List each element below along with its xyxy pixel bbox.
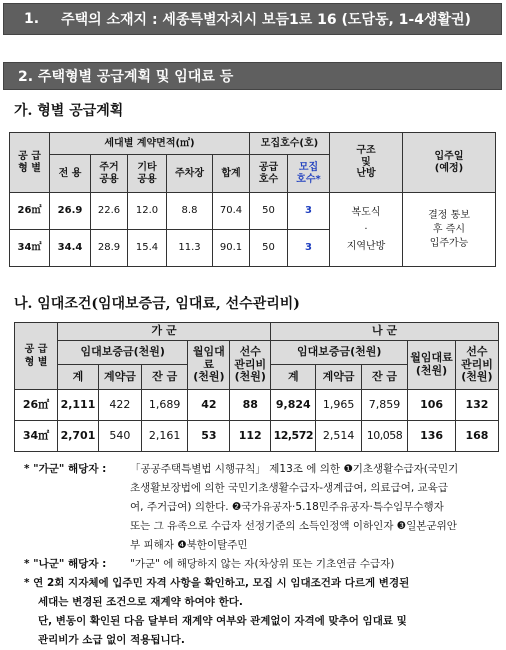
header-group-a: 가 군 (58, 323, 271, 341)
header-sum: 합계 (213, 155, 250, 193)
row-parking: 11.3 (167, 230, 213, 267)
row-recruit-units: 3 (288, 193, 330, 230)
rent-conditions-table (14, 322, 499, 452)
table-row (10, 193, 496, 230)
header-deposit-b: 임대보증금(천원) (271, 341, 408, 365)
rent-conditions-heading: 나. 임대조건(임대보증금, 임대료, 선수관리비) (14, 296, 300, 312)
row-a-balance: 2,161 (141, 421, 187, 452)
section2-title: 2. 주택형별 공급계획 및 임대료 등 (18, 69, 234, 85)
row-type: 34㎡ (10, 230, 50, 267)
row-residential: 28.9 (91, 230, 128, 267)
header-supply-type: 공 급 형 별 (15, 323, 58, 390)
supply-plan-table (9, 132, 496, 267)
row-a-total: 2,701 (58, 421, 99, 452)
section1-title-bar (3, 3, 502, 35)
note-recheck (24, 574, 502, 650)
row-a-monthly: 53 (188, 421, 230, 452)
header-supply-units: 공급 호수 (250, 155, 288, 193)
movein-cell: 결정 통보 후 즉시 입주가능 (403, 193, 496, 267)
note-group-b-text: "가군" 에 해당하지 않는 자(차상위 또는 기초연금 수급자) (130, 558, 395, 570)
row-supply-units: 50 (250, 193, 288, 230)
note-recheck-line3: 단, 변동이 확인된 다음 달부터 재계약 여부와 관계없이 자격에 맞추어 임대료 및 (38, 615, 407, 627)
note-recheck-line2: 세대는 변경된 조건으로 재계약 하여야 한다. (38, 596, 243, 608)
table-row (15, 390, 499, 421)
header-structure: 구조 및 난방 (330, 133, 403, 193)
row-a-monthly: 42 (188, 390, 230, 421)
header-other-common: 기타 공용 (128, 155, 167, 193)
row-a-total: 2,111 (58, 390, 99, 421)
row-b-total: 9,824 (271, 390, 316, 421)
row-other: 15.4 (128, 230, 167, 267)
header-group-b: 나 군 (271, 323, 499, 341)
header-exclusive: 전 용 (50, 155, 91, 193)
notes-section (24, 460, 502, 650)
row-a-contract: 540 (98, 421, 141, 452)
header-total-b: 계 (271, 365, 316, 390)
row-b-management: 132 (455, 390, 498, 421)
header-monthly-rent-b: 월임대료 (천원) (408, 341, 456, 390)
row-b-total: 12,572 (271, 421, 316, 452)
row-a-management: 112 (230, 421, 271, 452)
note-recheck-line1: * 연 2회 지자체에 입주민 자격 사항을 확인하고, 모집 시 임대조건과 다르게 변경된 (24, 577, 410, 589)
note-group-a-line1: 「공공주택특별법 시행규칙」 제13조 에 의한 ❶기초생활수급자(국민기 (130, 463, 459, 475)
note-group-a-label: * "가군" 해당자 : (24, 463, 107, 475)
row-exclusive: 26.9 (50, 193, 91, 230)
note-group-b (24, 555, 502, 574)
note-group-a-line2: 초생활보장법에 의한 국민기초생활수급자-생계급여, 의료급여, 교육급 (130, 482, 448, 494)
row-other: 12.0 (128, 193, 167, 230)
row-a-management: 88 (230, 390, 271, 421)
supply-plan-heading: 가. 형별 공급계획 (14, 103, 124, 119)
row-b-contract: 1,965 (316, 390, 361, 421)
table-row (15, 421, 499, 452)
header-balance-a: 잔 금 (141, 365, 187, 390)
row-residential: 22.6 (91, 193, 128, 230)
header-management-fee-b: 선수 관리비 (천원) (455, 341, 498, 390)
row-b-contract: 2,514 (316, 421, 361, 452)
row-sum: 70.4 (213, 193, 250, 230)
section1-number: 1. (24, 11, 40, 27)
row-parking: 8.8 (167, 193, 213, 230)
header-contract-b: 계약금 (316, 365, 361, 390)
header-balance-b: 잔 금 (361, 365, 407, 390)
note-group-b-label: * "나군" 해당자 : (24, 558, 107, 570)
header-management-fee-a: 선수 관리비 (천원) (230, 341, 271, 390)
row-b-monthly: 106 (408, 390, 456, 421)
header-residential-common: 주거 공용 (91, 155, 128, 193)
note-group-a-line5: 부 피해자 ❹북한이탈주민 (130, 539, 248, 551)
section1-title: 주택의 소재지 : 세종특별자치시 보듬1로 16 (도담동, 1-4생활권) (61, 12, 471, 28)
note-group-a-line4: 또는 그 유족으로 수급자 선정기준의 소득인정액 이하인자 ❸일본군위안 (130, 520, 457, 532)
structure-cell: 복도식 · 지역난방 (330, 193, 403, 267)
row-a-balance: 1,689 (141, 390, 187, 421)
row-recruit-units: 3 (288, 230, 330, 267)
row-exclusive: 34.4 (50, 230, 91, 267)
row-type: 34㎡ (15, 421, 58, 452)
header-deposit-a: 임대보증금(천원) (58, 341, 188, 365)
note-group-a (24, 460, 502, 555)
header-contract-area: 세대별 계약면적(㎡) (50, 133, 250, 155)
row-b-monthly: 136 (408, 421, 456, 452)
row-b-management: 168 (455, 421, 498, 452)
header-contract-a: 계약금 (98, 365, 141, 390)
header-recruit-units: 모집호수(호) (250, 133, 330, 155)
note-group-a-line3: 여, 주거급여) 의한다. ❷국가유공자·5.18민주유공자·특수임무수행자 (130, 501, 444, 513)
row-a-contract: 422 (98, 390, 141, 421)
note-recheck-line4: 관리비가 소급 없이 적용됩니다. (38, 634, 185, 646)
header-supply-type: 공 급 형 별 (10, 133, 50, 193)
row-sum: 90.1 (213, 230, 250, 267)
header-movein-date: 입주일 (예정) (403, 133, 496, 193)
header-parking: 주차장 (167, 155, 213, 193)
header-recruit-count: 모집 호수* (288, 155, 330, 193)
section2-title-bar (3, 62, 502, 90)
row-b-balance: 7,859 (361, 390, 407, 421)
header-monthly-rent-a: 월임대료 (천원) (188, 341, 230, 390)
row-supply-units: 50 (250, 230, 288, 267)
header-total-a: 계 (58, 365, 99, 390)
row-type: 26㎡ (10, 193, 50, 230)
row-type: 26㎡ (15, 390, 58, 421)
row-b-balance: 10,058 (361, 421, 407, 452)
